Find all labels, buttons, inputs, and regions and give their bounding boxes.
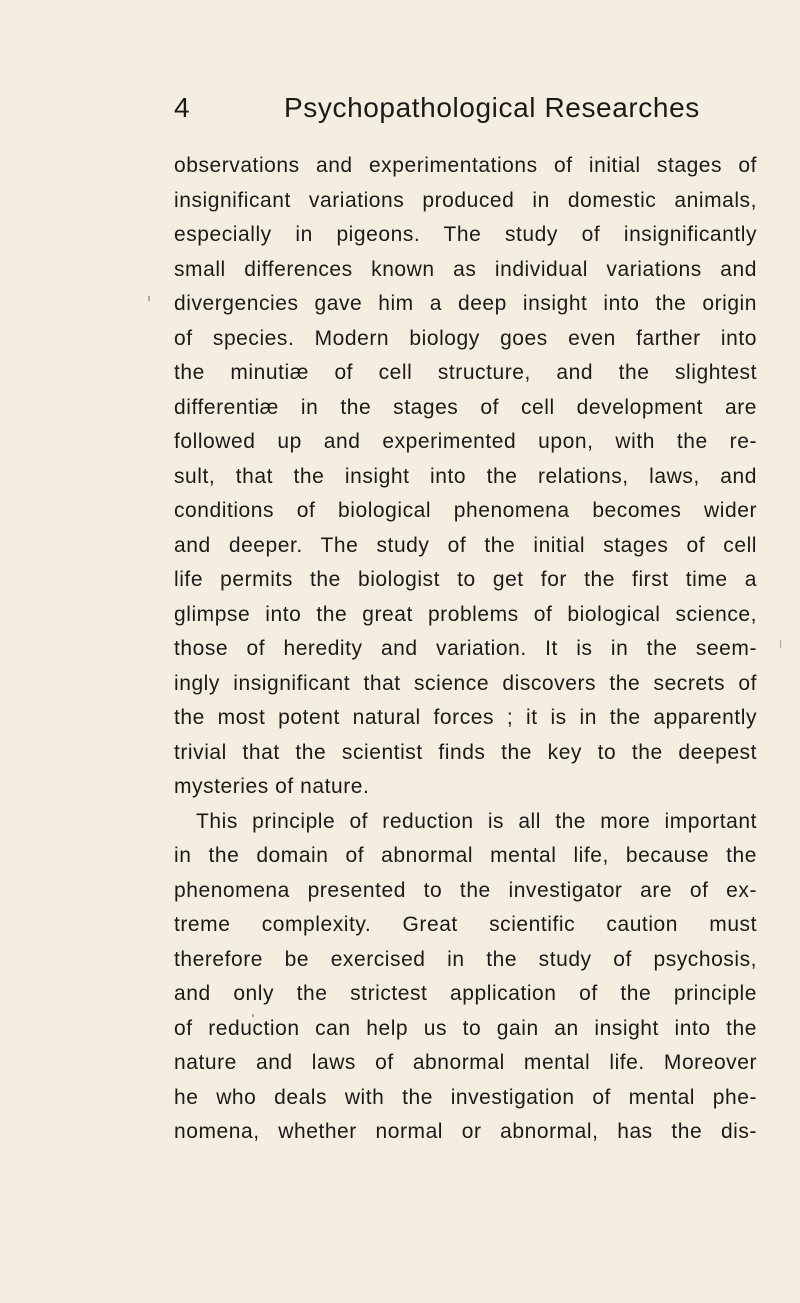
paragraph <box>174 805 757 1150</box>
paper-speck <box>148 296 150 301</box>
text-line: life permits the biologist to get for the first time a <box>174 568 757 591</box>
text-line: the most potent natural forces ; it is in the apparently <box>174 706 757 729</box>
page-number: 4 <box>174 92 191 123</box>
paper-speck <box>252 1014 254 1017</box>
text-line: those of heredity and variation. It is in the seem- <box>174 637 757 660</box>
text-line: small differences known as individual variations and <box>174 257 757 281</box>
text-line: This principle of reduction is all the more important <box>196 809 757 833</box>
text-line: glimpse into the great problems of biological science, <box>174 602 757 626</box>
text-line: especially in pigeons. The study of insignificantly <box>174 223 757 246</box>
text-line: and only the strictest application of the principle <box>174 982 757 1005</box>
page-header <box>0 86 800 130</box>
text-line: treme complexity. Great scientific caution must <box>174 913 757 936</box>
text-line: conditions of biological phenomena becomes wider <box>174 499 757 522</box>
text-line: nature and laws of abnormal mental life. Moreover <box>174 1051 757 1074</box>
text-line: followed up and experimented upon, with the re- <box>174 430 757 453</box>
text-line: nomena, whether normal or abnormal, has the dis- <box>174 1120 757 1143</box>
text-line: ingly insignificant that science discovers the secrets of <box>174 671 757 695</box>
text-line: the minutiæ of cell structure, and the slightest <box>174 361 757 384</box>
text-line: divergencies gave him a deep insight into the origin <box>174 292 757 315</box>
text-line: observations and experimentations of initial stages of <box>174 154 757 177</box>
body-text <box>174 149 757 1150</box>
text-line: he who deals with the investigation of mental phe- <box>174 1085 757 1109</box>
text-line: insignificant variations produced in domestic animals, <box>174 188 757 212</box>
text-line: of reduction can help us to gain an insight into the <box>174 1016 757 1040</box>
paragraph <box>174 149 757 805</box>
text-line: mysteries of nature. <box>174 775 370 798</box>
text-line: phenomena presented to the investigator are of ex- <box>174 878 757 902</box>
running-title: Psychopathological Researches <box>284 92 700 123</box>
paper-speck <box>780 640 781 648</box>
text-line: and deeper. The study of the initial stages of cell <box>174 533 757 557</box>
text-line: trivial that the scientist finds the key to the deepest <box>174 740 757 764</box>
text-line: of species. Modern biology goes even farther into <box>174 326 757 350</box>
text-line: in the domain of abnormal mental life, because the <box>174 844 757 867</box>
text-line: differentiæ in the stages of cell development are <box>174 395 757 419</box>
text-line: therefore be exercised in the study of psychosis, <box>174 947 757 971</box>
text-line: sult, that the insight into the relations, laws, and <box>174 464 757 488</box>
